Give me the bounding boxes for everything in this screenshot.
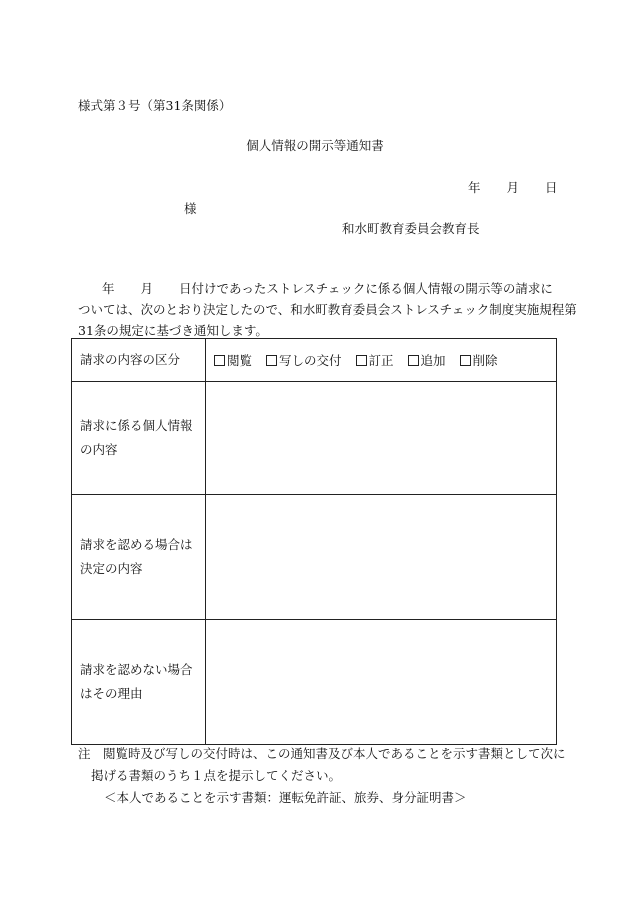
checkbox-icon [356, 355, 367, 366]
option-addition [408, 351, 446, 369]
date-day-label: 日 [545, 180, 558, 195]
checkbox-icon [408, 355, 419, 366]
approval-decision-label: 請求を認める場合は 決定の内容 [72, 495, 206, 620]
date-line [468, 178, 558, 196]
table-row [72, 339, 557, 382]
checkbox-icon [460, 355, 471, 366]
checkbox-icon [266, 355, 277, 366]
body-year-label: 年 [102, 281, 115, 296]
option-copy [266, 351, 342, 369]
option-correction [356, 351, 394, 369]
body-line-1-rest: 日付けであったストレスチェックに係る個人情報の開示等の請求に [179, 281, 553, 296]
note-line-2: 掲げる書類のうち１点を提示してください。 [91, 768, 342, 783]
option-label: 訂正 [368, 353, 394, 368]
body-line-1 [78, 278, 558, 299]
option-deletion [460, 351, 498, 369]
body-line-3: 31条の規定に基づき通知します。 [78, 323, 268, 338]
option-label: 削除 [472, 353, 498, 368]
request-category-options [206, 339, 557, 382]
date-month-label: 月 [506, 180, 520, 195]
requested-info-label: 請求に係る個人情報 の内容 [72, 382, 206, 495]
document-title: 個人情報の開示等通知書 [246, 138, 384, 153]
requested-info-value [206, 382, 557, 495]
table-row [72, 620, 557, 745]
disclosure-table [71, 338, 557, 745]
request-category-label: 請求の内容の区分 [72, 339, 206, 382]
notice-body [78, 278, 577, 341]
form-number: 様式第３号（第31条関係） [78, 98, 232, 113]
table-row [72, 382, 557, 495]
addressee-honorific: 様 [184, 201, 197, 216]
option-inspection [214, 351, 252, 369]
note-line-1: 注 閲覧時及び写しの交付時は、この通知書及び本人であることを示す書類として次に [78, 746, 566, 761]
table-row [72, 495, 557, 620]
rejection-reason-value [206, 620, 557, 745]
body-line-2: ついては、次のとおり決定したので、和水町教育委員会ストレスチェック制度実施規程第 [78, 302, 577, 317]
option-label: 写しの交付 [279, 353, 342, 368]
approval-decision-value [206, 495, 557, 620]
note-line-3: ＜本人であることを示す書類：運転免許証、旅券、身分証明書＞ [104, 790, 467, 805]
checkbox-icon [214, 355, 225, 366]
option-label: 閲覧 [227, 353, 253, 368]
rejection-reason-label: 請求を認めない場合 はその理由 [72, 620, 206, 745]
body-month-label: 月 [140, 281, 154, 296]
option-label: 追加 [420, 353, 446, 368]
date-year-label: 年 [468, 180, 481, 195]
issuer-name: 和水町教育委員会教育長 [342, 221, 480, 236]
